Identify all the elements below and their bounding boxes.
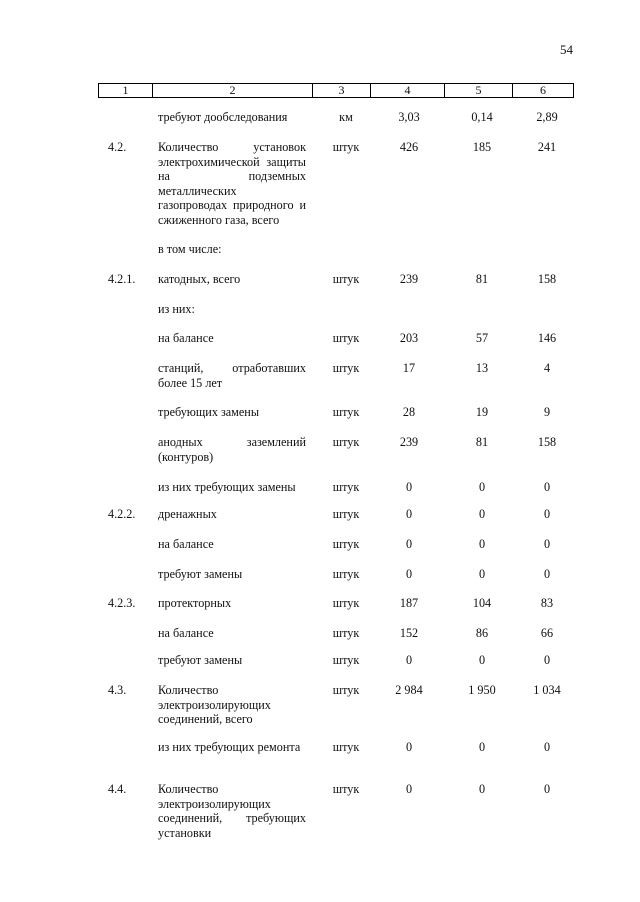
row-number: 4.3. bbox=[108, 683, 127, 697]
row-unit: штук bbox=[332, 567, 360, 581]
row-description: из них требующих ремонта bbox=[158, 740, 301, 754]
header-col-3: 3 bbox=[312, 83, 371, 98]
row-unit: км bbox=[339, 110, 353, 124]
row-value-6: 83 bbox=[540, 596, 554, 610]
row-value-4: 0 bbox=[405, 537, 413, 551]
row-value-5: 0 bbox=[478, 507, 486, 521]
row-unit: штук bbox=[332, 272, 360, 286]
row-value-6: 2,89 bbox=[536, 110, 558, 124]
row-value-6: 0 bbox=[543, 567, 551, 581]
row-value-6: 0 bbox=[543, 507, 551, 521]
row-unit: штук bbox=[332, 405, 360, 419]
row-number: 4.2.3. bbox=[108, 596, 136, 610]
table-header bbox=[98, 83, 575, 98]
row-value-4: 0 bbox=[405, 567, 413, 581]
row-unit: штук bbox=[332, 626, 360, 640]
row-value-4: 0 bbox=[405, 653, 413, 667]
page-number: 54 bbox=[560, 42, 573, 57]
row-number: 4.4. bbox=[108, 782, 127, 796]
row-description: требуют замены bbox=[158, 567, 243, 581]
row-unit: штук bbox=[332, 653, 360, 667]
row-value-4: 0 bbox=[405, 507, 413, 521]
row-description: протекторных bbox=[158, 596, 232, 610]
row-description: на балансе bbox=[158, 537, 214, 551]
row-description: станций, отработавших более 15 лет bbox=[158, 361, 306, 390]
row-value-5: 0 bbox=[478, 740, 486, 754]
row-description: из них: bbox=[158, 302, 195, 316]
row-unit: штук bbox=[332, 140, 360, 154]
row-value-5: 13 bbox=[475, 361, 489, 375]
row-value-4: 203 bbox=[399, 331, 419, 345]
row-value-5: 0 bbox=[478, 480, 486, 494]
header-col-2: 2 bbox=[152, 83, 313, 98]
row-value-5: 0 bbox=[478, 653, 486, 667]
row-description: из них требующих замены bbox=[158, 480, 296, 494]
row-value-4: 0 bbox=[405, 782, 413, 796]
row-value-5: 81 bbox=[475, 272, 489, 286]
row-value-4: 28 bbox=[402, 405, 416, 419]
row-value-6: 0 bbox=[543, 740, 551, 754]
row-value-6: 146 bbox=[537, 331, 557, 345]
header-col-6: 6 bbox=[512, 83, 574, 98]
row-value-6: 158 bbox=[537, 272, 557, 286]
row-value-4: 17 bbox=[402, 361, 416, 375]
row-value-5: 104 bbox=[472, 596, 492, 610]
row-value-6: 66 bbox=[540, 626, 554, 640]
header-col-1: 1 bbox=[98, 83, 153, 98]
row-value-5: 81 bbox=[475, 435, 489, 449]
row-value-4: 0 bbox=[405, 740, 413, 754]
row-value-4: 0 bbox=[405, 480, 413, 494]
row-value-6: 0 bbox=[543, 537, 551, 551]
row-number: 4.2.1. bbox=[108, 272, 136, 286]
row-value-5: 86 bbox=[475, 626, 489, 640]
header-col-5: 5 bbox=[444, 83, 513, 98]
row-value-5: 1 950 bbox=[468, 683, 496, 697]
row-unit: штук bbox=[332, 740, 360, 754]
row-number: 4.2. bbox=[108, 140, 127, 154]
row-description: Количество электроизолирующих соединений, всего bbox=[158, 683, 271, 726]
row-description: катодных, всего bbox=[158, 272, 241, 286]
row-unit: штук bbox=[332, 435, 360, 449]
header-col-4: 4 bbox=[370, 83, 445, 98]
row-description: анодных заземлений (контуров) bbox=[158, 435, 306, 464]
row-description: Количество установок электрохимической защиты на подземных металлических газопроводах природного и сжиженного газа, всего bbox=[158, 140, 306, 227]
row-value-5: 0,14 bbox=[471, 110, 493, 124]
row-value-6: 158 bbox=[537, 435, 557, 449]
row-value-5: 0 bbox=[478, 567, 486, 581]
row-unit: штук bbox=[332, 331, 360, 345]
row-description: требуют дообследования bbox=[158, 110, 288, 124]
row-value-6: 0 bbox=[543, 480, 551, 494]
row-value-6: 0 bbox=[543, 782, 551, 796]
row-description: на балансе bbox=[158, 626, 214, 640]
row-value-5: 0 bbox=[478, 782, 486, 796]
row-value-4: 426 bbox=[399, 140, 419, 154]
row-description: требуют замены bbox=[158, 653, 243, 667]
row-unit: штук bbox=[332, 537, 360, 551]
row-description: на балансе bbox=[158, 331, 214, 345]
row-value-6: 1 034 bbox=[533, 683, 561, 697]
row-unit: штук bbox=[332, 596, 360, 610]
row-value-6: 9 bbox=[543, 405, 551, 419]
row-description: Количество электроизолирующих соединений, требующих установки bbox=[158, 782, 306, 840]
row-value-6: 241 bbox=[537, 140, 557, 154]
row-unit: штук bbox=[332, 782, 360, 796]
row-unit: штук bbox=[332, 361, 360, 375]
row-unit: штук bbox=[332, 507, 360, 521]
row-number: 4.2.2. bbox=[108, 507, 136, 521]
row-value-4: 3,03 bbox=[398, 110, 420, 124]
row-value-4: 239 bbox=[399, 272, 419, 286]
row-value-5: 185 bbox=[472, 140, 492, 154]
row-value-5: 57 bbox=[475, 331, 489, 345]
row-value-5: 19 bbox=[475, 405, 489, 419]
row-value-4: 152 bbox=[399, 626, 419, 640]
row-unit: штук bbox=[332, 480, 360, 494]
row-description: дренажных bbox=[158, 507, 217, 521]
row-value-6: 4 bbox=[543, 361, 551, 375]
row-unit: штук bbox=[332, 683, 360, 697]
row-value-5: 0 bbox=[478, 537, 486, 551]
row-value-6: 0 bbox=[543, 653, 551, 667]
row-value-4: 2 984 bbox=[395, 683, 423, 697]
row-value-4: 187 bbox=[399, 596, 419, 610]
row-description: требующих замены bbox=[158, 405, 260, 419]
row-value-4: 239 bbox=[399, 435, 419, 449]
row-description: в том числе: bbox=[158, 242, 222, 256]
